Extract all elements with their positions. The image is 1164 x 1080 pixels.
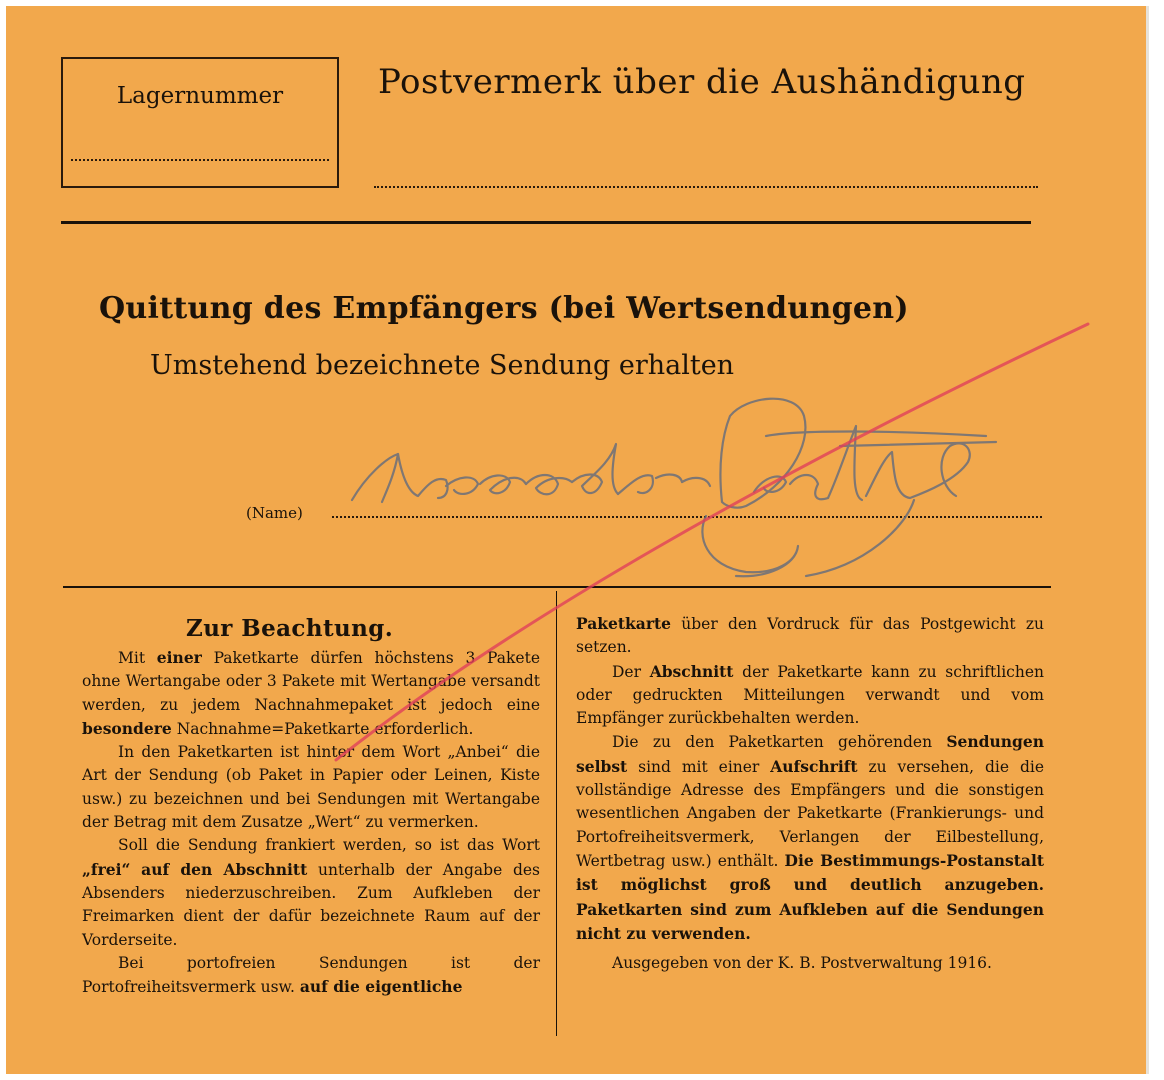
notes-right-paragraph-2: Der Abschnitt der Paketkarte kann zu schriftlichen oder gedruckten Mitteilungen verwandt und vom Empfänger zurückbehalten werden.	[576, 661, 1044, 728]
receipt-title: Quittung des Empfängers (bei Wertsendungen)	[99, 291, 909, 326]
notes-right-paragraph-1: Paketkarte über den Vordruck für das Postgewicht zu setzen.	[576, 614, 1044, 657]
delivery-note-title: Postvermerk über die Aushändigung	[378, 62, 1026, 102]
notes-left-paragraph-2: In den Paketkarten ist hinter dem Wort „Anbei“ die Art der Sendung (ob Paket in Papier oder Leinen, Kiste usw.) zu bezeichnen und bei Sendungen mit Wertangabe der Betrag mit dem Zusatze „Wert“ zu vermerken.	[82, 743, 540, 832]
receipt-subtitle: Umstehend bezeichnete Sendung erhalten	[150, 350, 735, 381]
parcel-card-back	[6, 6, 1149, 1074]
notes-left-paragraph-3: Soll die Sendung frankiert werden, so ist das Wort „frei“ auf den Abschnitt unterhalb der Angabe des Absenders niederzuschreiben. Zum Aufkleben der Freimarken dient der dafür bezeichnete Raum auf der Vorderseite.	[82, 836, 541, 949]
notes-right-paragraph-3: Die zu den Paketkarten gehörenden Sendungen selbst sind mit einer Aufschrift zu versehen, die die vollständige Adresse des Empfängers und die sonstigen wesentlichen Angaben der Paketkarte (Frankierungs- und Portofreiheitsvermerk, Verlangen der Eilbestellung, Wertbetrag usw.) enthält. Die Bestimmungs-Postanstalt ist möglichst groß und deutlich anzugeben. Paketkarten sind zum Aufkleben auf die Sendungen nicht zu verwenden.	[576, 732, 1045, 943]
red-pencil-strike	[6, 6, 1146, 1074]
issuer-footer: Ausgegeben von der K. B. Postverwaltung 1916.	[612, 954, 992, 973]
storage-number-label: Lagernummer	[116, 83, 284, 109]
notes-left-paragraph-4: Bei portofreien Sendungen ist der Portofreiheitsvermerk usw. auf die eigentliche	[82, 953, 540, 997]
name-label: (Name)	[246, 504, 303, 522]
notes-heading: Zur Beachtung.	[186, 615, 394, 642]
notes-left-paragraph-1: Mit einer Paketkarte dürfen höchstens 3 Pakete ohne Wertangabe oder 3 Pakete mit Wertangabe versandt werden, zu jedem Nachnahmepaket ist jedoch eine besondere Nachnahme=Paketkarte erforderlich.	[82, 648, 540, 738]
